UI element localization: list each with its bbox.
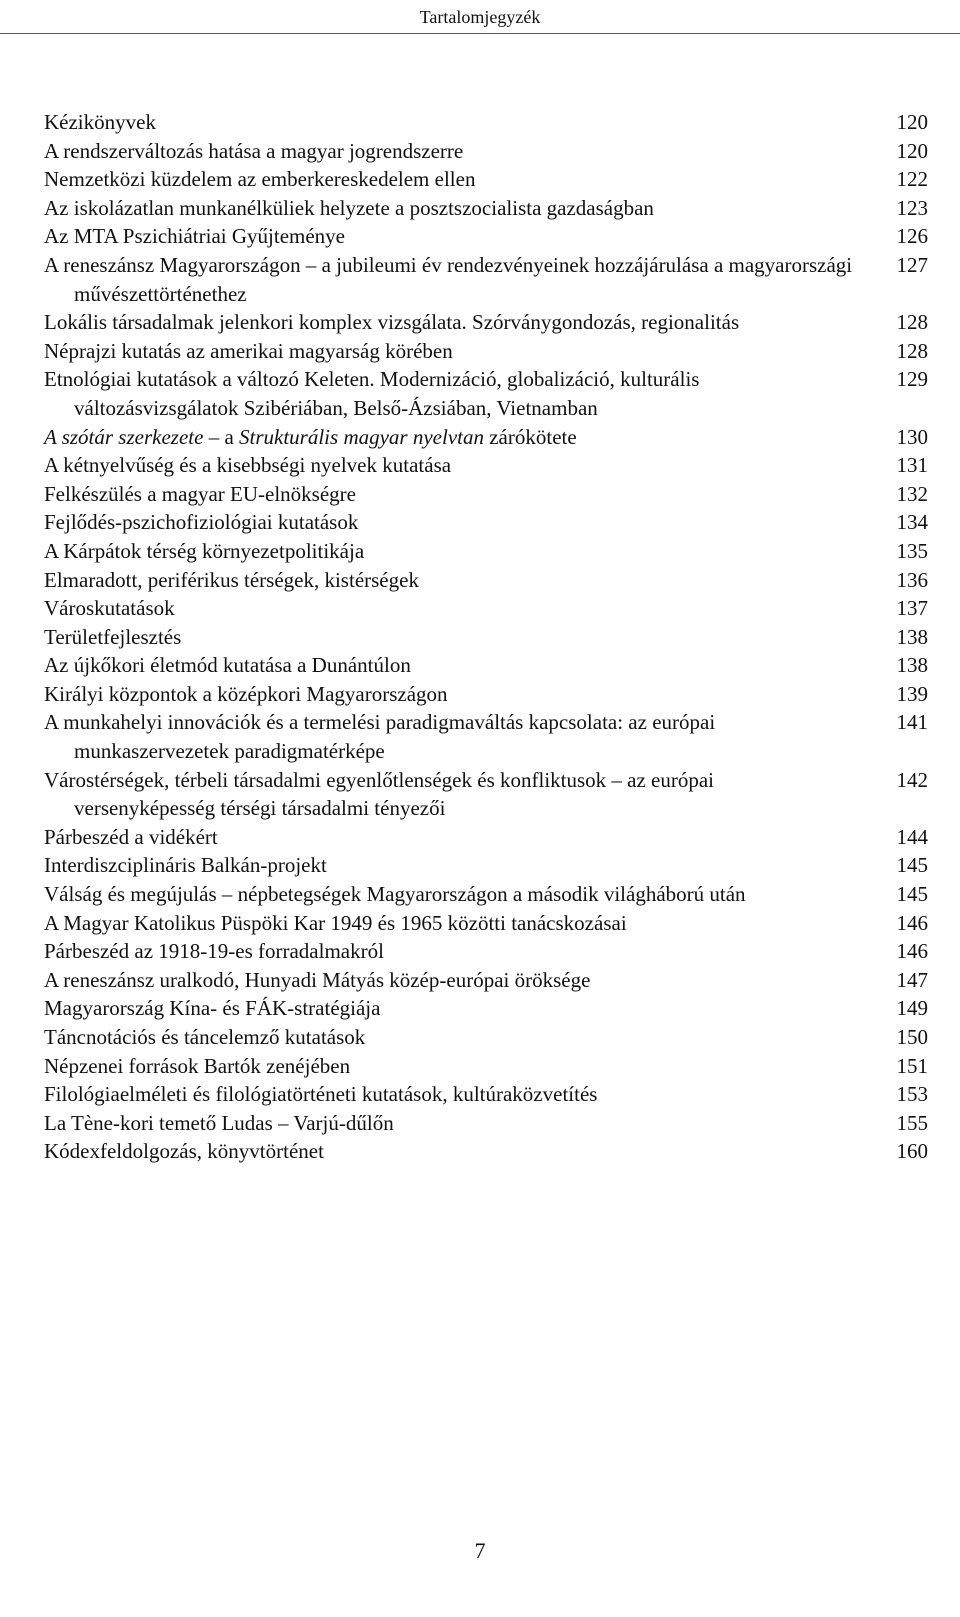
toc-entry-page: 137 (896, 596, 928, 621)
toc-entry (44, 194, 928, 223)
toc-entry-page: 136 (896, 567, 928, 592)
toc-entry-page: 146 (896, 910, 928, 935)
toc-entry (44, 1109, 928, 1138)
toc-entry-page: 126 (896, 224, 928, 249)
toc-entry-page: 150 (896, 1025, 928, 1049)
page-number: 7 (474, 1538, 486, 1563)
toc-entry (44, 909, 928, 938)
toc-entry-title: Városkutatások (44, 596, 175, 621)
toc-entry-page: 147 (896, 967, 928, 992)
toc-entry-page: 134 (896, 510, 928, 535)
toc-entry-page: 135 (896, 538, 928, 563)
toc-entry (44, 1052, 928, 1081)
toc-entry-title: Párbeszéd az 1918-19-es forradalmakról (44, 939, 384, 964)
toc-entry-page: 127 (896, 252, 928, 277)
toc-entry (44, 222, 928, 251)
running-header (0, 0, 960, 34)
toc-entry-page: 131 (896, 453, 928, 478)
toc-entry-title: A Kárpátok térség környezetpolitikája (44, 538, 365, 563)
toc-entry (44, 937, 928, 966)
toc-entry-page: 129 (896, 367, 928, 392)
toc-entry (44, 537, 928, 566)
toc-entry (44, 880, 928, 909)
toc-entry-title: Elmaradott, periférikus térségek, kistérségek (44, 567, 419, 592)
toc-entry-title: A reneszánsz uralkodó, Hunyadi Mátyás közép-európai öröksége (44, 967, 591, 992)
toc-entry-title-italic: A szótár szerkezete (44, 424, 204, 449)
toc-entry-title (44, 423, 888, 452)
toc-entry-title-text: zárókötete (483, 424, 577, 449)
toc-entry (44, 680, 928, 709)
toc-entry-title: Etnológiai kutatások a változó Keleten. Modernizáció, globalizáció, kulturális változásvizsgálatok Szibériában, Belső-Ázsiában, Vietnamban (44, 367, 700, 420)
toc-entry (44, 1023, 928, 1052)
toc-entry-title: Az iskolázatlan munkanélküliek helyzete a posztszocialista gazdaságban (44, 195, 654, 220)
toc-entry (44, 365, 928, 422)
toc-entry (44, 108, 928, 137)
toc-entry-title: Népzenei források Bartók zenéjében (44, 1053, 351, 1078)
toc-entry (44, 337, 928, 366)
toc-entry (44, 766, 928, 823)
toc-entry-title-italic: Strukturális magyar nyelvtan (239, 424, 484, 449)
toc-entry (44, 651, 928, 680)
toc-entry-page: 128 (896, 310, 928, 335)
toc-entry (44, 851, 928, 880)
toc-entry-title: A reneszánsz Magyarországon – a jubileumi év rendezvényeinek hozzájárulása a magyarországi művészettörténethez (44, 252, 853, 306)
toc-entry (44, 423, 928, 452)
toc-entry-page: 145 (896, 853, 928, 878)
toc-entry (44, 137, 928, 166)
toc-entry-page: 146 (896, 939, 928, 964)
toc-entry-title: Területfejlesztés (44, 624, 182, 649)
toc-entry (44, 708, 928, 765)
header-title: Tartalomjegyzék (419, 7, 541, 27)
toc-entry (44, 823, 928, 852)
toc-entry-title: Fejlődés-pszichofiziológiai kutatások (44, 510, 359, 535)
toc-entry (44, 594, 928, 623)
toc-entry-page: 153 (896, 1082, 928, 1107)
toc-entry-page: 141 (896, 710, 928, 735)
toc-entry-title: Az újkőkori életmód kutatása a Dunántúlon (44, 653, 411, 678)
toc-entry (44, 251, 928, 308)
toc-entry (44, 966, 928, 995)
toc-entry-title-text: – a (203, 424, 240, 449)
toc-entry-title: Párbeszéd a vidékért (44, 824, 218, 849)
toc-entry-title: Az MTA Pszichiátriai Gyűjteménye (44, 224, 345, 249)
toc-entry-page: 138 (896, 624, 928, 649)
toc-entry (44, 480, 928, 509)
toc-entry-title: Válság és megújulás – népbetegségek Magyarországon a második világháború után (44, 882, 746, 907)
toc-entry (44, 623, 928, 652)
toc-entry-title: Magyarország Kína- és FÁK-stratégiája (44, 996, 381, 1021)
toc-entry-page: 123 (896, 195, 928, 220)
toc-entry-title: A Magyar Katolikus Püspöki Kar 1949 és 1965 közötti tanácskozásai (44, 910, 627, 935)
toc-entry-page: 132 (896, 481, 928, 506)
toc-entry-title: Kézikönyvek (44, 110, 156, 134)
toc-entry-page: 120 (896, 138, 928, 163)
toc-entry-title: Nemzetközi küzdelem az emberkereskedelem ellen (44, 167, 476, 192)
toc-entry-title: La Tène-kori temető Ludas – Varjú-dűlőn (44, 1110, 394, 1135)
toc-entry-title: Néprajzi kutatás az amerikai magyarság körében (44, 338, 453, 363)
toc-entry-title: Kódexfeldolgozás, könyvtörténet (44, 1139, 324, 1164)
toc-entry-page: 142 (896, 767, 928, 792)
toc-entry (44, 451, 928, 480)
toc-entry (44, 1137, 928, 1166)
toc-entry-page: 122 (896, 167, 928, 192)
toc-entry (44, 308, 928, 337)
toc-entry-title: Várostérségek, térbeli társadalmi egyenlőtlenségek és konfliktusok – az európai versenyképesség térségi társadalmi tényezői (44, 767, 715, 821)
toc-entry-title: Interdiszciplináris Balkán-projekt (44, 853, 327, 878)
toc-entry-title: Felkészülés a magyar EU-elnökségre (44, 481, 356, 506)
toc-entry-page: 160 (896, 1139, 928, 1164)
toc-entry-page: 120 (896, 110, 928, 134)
toc-entry-title: Királyi központok a középkori Magyarországon (44, 681, 448, 706)
toc-entry-title: A rendszerváltozás hatása a magyar jogrendszerre (44, 138, 464, 163)
toc-entry-page: 149 (896, 996, 928, 1021)
toc-entry-page: 145 (896, 882, 928, 907)
toc-entry-page: 144 (896, 824, 928, 849)
toc-entry-page: 139 (896, 681, 928, 706)
toc-entry-title: Filológiaelméleti és filológiatörténeti kutatások, kultúraközvetítés (44, 1082, 598, 1107)
toc-entry-title: Táncnotációs és táncelemző kutatások (44, 1025, 366, 1049)
toc-entry (44, 994, 928, 1023)
toc-entry (44, 566, 928, 595)
toc-entry (44, 1080, 928, 1109)
toc-entry (44, 165, 928, 194)
toc-entry-page: 128 (896, 338, 928, 363)
table-of-contents (44, 108, 928, 1166)
toc-entry-title: A kétnyelvűség és a kisebbségi nyelvek kutatása (44, 453, 452, 478)
toc-entry-page: 155 (896, 1110, 928, 1135)
toc-entry-page: 151 (896, 1053, 928, 1078)
toc-entry (44, 508, 928, 537)
toc-entry-page: 138 (896, 653, 928, 678)
toc-entry-title: A munkahelyi innovációk és a termelési paradigmaváltás kapcsolata: az európai munkaszervezetek paradigmatérképe (44, 710, 716, 764)
toc-entry-title: Lokális társadalmak jelenkori komplex vizsgálata. Szórványgondozás, regionalitás (44, 310, 740, 335)
toc-entry-page: 130 (896, 424, 928, 449)
